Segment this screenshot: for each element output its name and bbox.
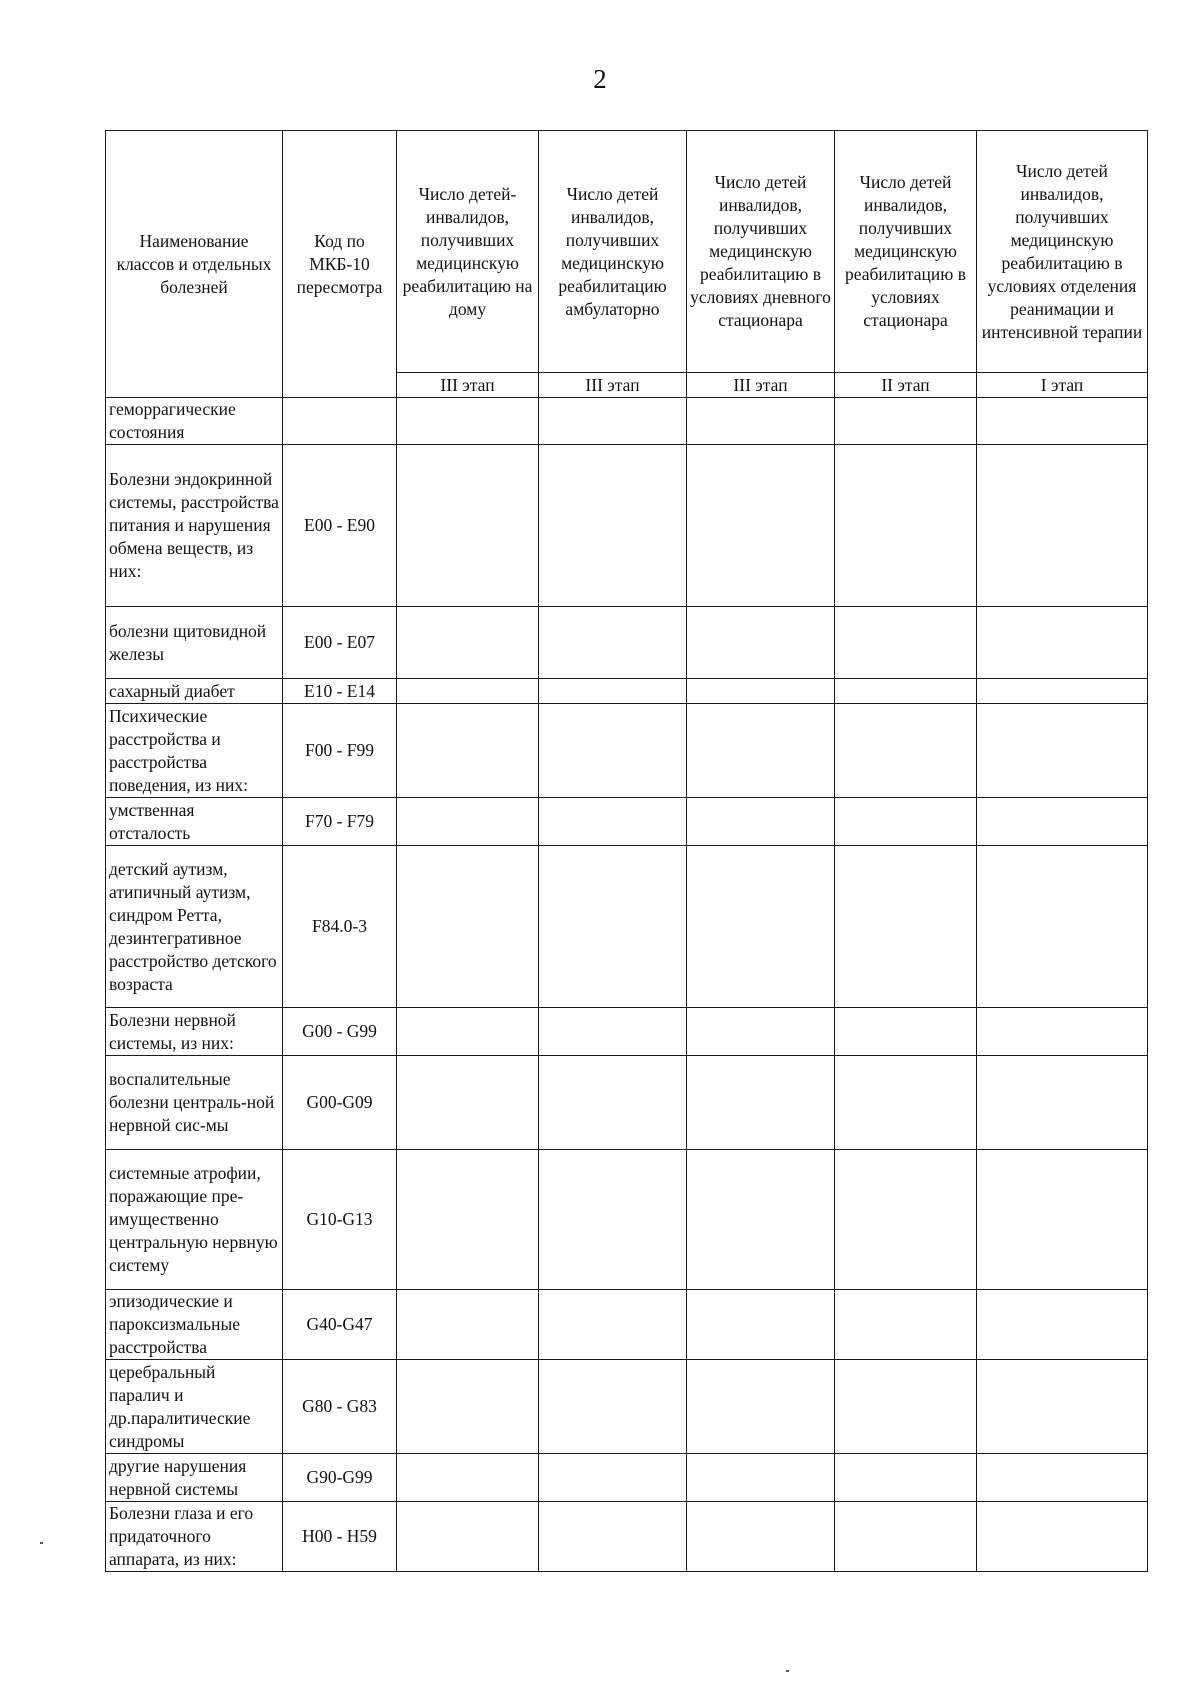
value-cell <box>397 679 539 704</box>
value-cell <box>835 398 977 445</box>
value-cell <box>835 1454 977 1502</box>
table-row <box>106 398 1148 445</box>
table-row <box>106 1150 1148 1290</box>
table-row <box>106 607 1148 679</box>
value-cell <box>687 445 835 607</box>
value-cell <box>397 607 539 679</box>
table-row <box>106 704 1148 798</box>
disease-name: другие нарушения нервной системы <box>106 1454 283 1502</box>
value-cell <box>539 1290 687 1360</box>
disease-name: Болезни эндокринной системы, расстройства питания и нарушения обмена веществ, из них: <box>106 445 283 607</box>
value-cell <box>835 1056 977 1150</box>
disease-name: Психические расстройства и расстройства поведения, из них: <box>106 704 283 798</box>
icd-code: E00 - E90 <box>283 445 397 607</box>
value-cell <box>539 398 687 445</box>
stage-day-hospital: III этап <box>687 373 835 398</box>
scan-speck <box>786 1670 789 1672</box>
header-disease-class: Наименование классов и отдельных болезней <box>106 131 283 398</box>
disease-name: Болезни нервной системы, из них: <box>106 1008 283 1056</box>
disease-name: болезни щитовидной железы <box>106 607 283 679</box>
stage-icu: I этап <box>977 373 1148 398</box>
icd-code: F00 - F99 <box>283 704 397 798</box>
header-icd-code: Код по МКБ-10 пересмотра <box>283 131 397 398</box>
value-cell <box>835 1502 977 1572</box>
value-cell <box>539 846 687 1008</box>
header-home-rehab: Число детей-инвалидов, получивших медицинскую реабилитацию на дому <box>397 131 539 373</box>
value-cell <box>397 846 539 1008</box>
value-cell <box>835 846 977 1008</box>
header-icu-rehab: Число детей инвалидов, получивших медицинскую реабилитацию в условиях отделения реанимации и интенсивной терапии <box>977 131 1148 373</box>
disease-name: геморрагические состояния <box>106 398 283 445</box>
value-cell <box>397 1502 539 1572</box>
page-number: 2 <box>593 64 607 94</box>
value-cell <box>539 704 687 798</box>
value-cell <box>539 607 687 679</box>
value-cell <box>977 607 1148 679</box>
icd-code: G00 - G99 <box>283 1008 397 1056</box>
value-cell <box>687 679 835 704</box>
icd-code: G40-G47 <box>283 1290 397 1360</box>
value-cell <box>397 704 539 798</box>
value-cell <box>397 1290 539 1360</box>
value-cell <box>977 1454 1148 1502</box>
value-cell <box>835 1008 977 1056</box>
value-cell <box>539 1502 687 1572</box>
value-cell <box>539 1454 687 1502</box>
stage-outpatient: III этап <box>539 373 687 398</box>
value-cell <box>539 1008 687 1056</box>
value-cell <box>687 1454 835 1502</box>
value-cell <box>687 1360 835 1454</box>
value-cell <box>397 398 539 445</box>
icd-code: E10 - E14 <box>283 679 397 704</box>
value-cell <box>835 1360 977 1454</box>
disease-name: детский аутизм, атипичный аутизм, синдром Ретта, дезинтегративное расстройство детского возраста <box>106 846 283 1008</box>
value-cell <box>687 398 835 445</box>
icd-code: E00 - E07 <box>283 607 397 679</box>
table-row <box>106 1360 1148 1454</box>
disease-name: сахарный диабет <box>106 679 283 704</box>
value-cell <box>539 679 687 704</box>
value-cell <box>977 1360 1148 1454</box>
value-cell <box>835 704 977 798</box>
value-cell <box>539 1056 687 1150</box>
value-cell <box>977 1056 1148 1150</box>
value-cell <box>687 846 835 1008</box>
table-row <box>106 1454 1148 1502</box>
value-cell <box>977 1008 1148 1056</box>
value-cell <box>977 704 1148 798</box>
value-cell <box>977 445 1148 607</box>
icd-code: G90-G99 <box>283 1454 397 1502</box>
table-row <box>106 1290 1148 1360</box>
header-inpatient-rehab: Число детей инвалидов, получивших медицинскую реабилитацию в условиях стационара <box>835 131 977 373</box>
value-cell <box>539 798 687 846</box>
value-cell <box>977 846 1148 1008</box>
value-cell <box>977 1150 1148 1290</box>
value-cell <box>687 1290 835 1360</box>
value-cell <box>977 398 1148 445</box>
table-row <box>106 798 1148 846</box>
disease-name: системные атрофии, поражающие пре-имущественно центральную нервную систему <box>106 1150 283 1290</box>
icd-code: G00-G09 <box>283 1056 397 1150</box>
icd-code: H00 - H59 <box>283 1502 397 1572</box>
table-row <box>106 679 1148 704</box>
icd-code: F70 - F79 <box>283 798 397 846</box>
value-cell <box>835 1290 977 1360</box>
value-cell <box>397 445 539 607</box>
value-cell <box>687 1056 835 1150</box>
icd-code <box>283 398 397 445</box>
value-cell <box>397 798 539 846</box>
icd-code: G80 - G83 <box>283 1360 397 1454</box>
value-cell <box>977 798 1148 846</box>
value-cell <box>835 445 977 607</box>
disease-name: церебральный паралич и др.паралитические синдромы <box>106 1360 283 1454</box>
value-cell <box>687 704 835 798</box>
value-cell <box>835 607 977 679</box>
table-row <box>106 1502 1148 1572</box>
table-row <box>106 1008 1148 1056</box>
value-cell <box>397 1454 539 1502</box>
value-cell <box>835 1150 977 1290</box>
value-cell <box>687 1008 835 1056</box>
disease-name: Болезни глаза и его придаточного аппарата, из них: <box>106 1502 283 1572</box>
value-cell <box>397 1360 539 1454</box>
value-cell <box>687 1150 835 1290</box>
header-row <box>106 131 1148 373</box>
table-row <box>106 1056 1148 1150</box>
disease-name: эпизодические и пароксизмальные расстройства <box>106 1290 283 1360</box>
value-cell <box>539 1360 687 1454</box>
value-cell <box>977 1290 1148 1360</box>
value-cell <box>397 1008 539 1056</box>
value-cell <box>835 798 977 846</box>
value-cell <box>977 1502 1148 1572</box>
value-cell <box>835 679 977 704</box>
icd-code: G10-G13 <box>283 1150 397 1290</box>
value-cell <box>397 1056 539 1150</box>
rehabilitation-table <box>105 130 1148 1572</box>
disease-name: умственная отсталость <box>106 798 283 846</box>
value-cell <box>539 445 687 607</box>
table-row <box>106 445 1148 607</box>
table-row <box>106 846 1148 1008</box>
icd-code: F84.0-3 <box>283 846 397 1008</box>
value-cell <box>687 607 835 679</box>
header-outpatient-rehab: Число детей инвалидов, получивших медицинскую реабилитацию амбулаторно <box>539 131 687 373</box>
stage-inpatient: II этап <box>835 373 977 398</box>
scan-speck <box>40 1542 43 1544</box>
value-cell <box>977 679 1148 704</box>
value-cell <box>687 798 835 846</box>
value-cell <box>397 1150 539 1290</box>
stage-home: III этап <box>397 373 539 398</box>
value-cell <box>687 1502 835 1572</box>
value-cell <box>539 1150 687 1290</box>
header-day-hospital-rehab: Число детей инвалидов, получивших медицинскую реабилитацию в условиях дневного стационара <box>687 131 835 373</box>
disease-name: воспалительные болезни централь-ной нервной сис-мы <box>106 1056 283 1150</box>
